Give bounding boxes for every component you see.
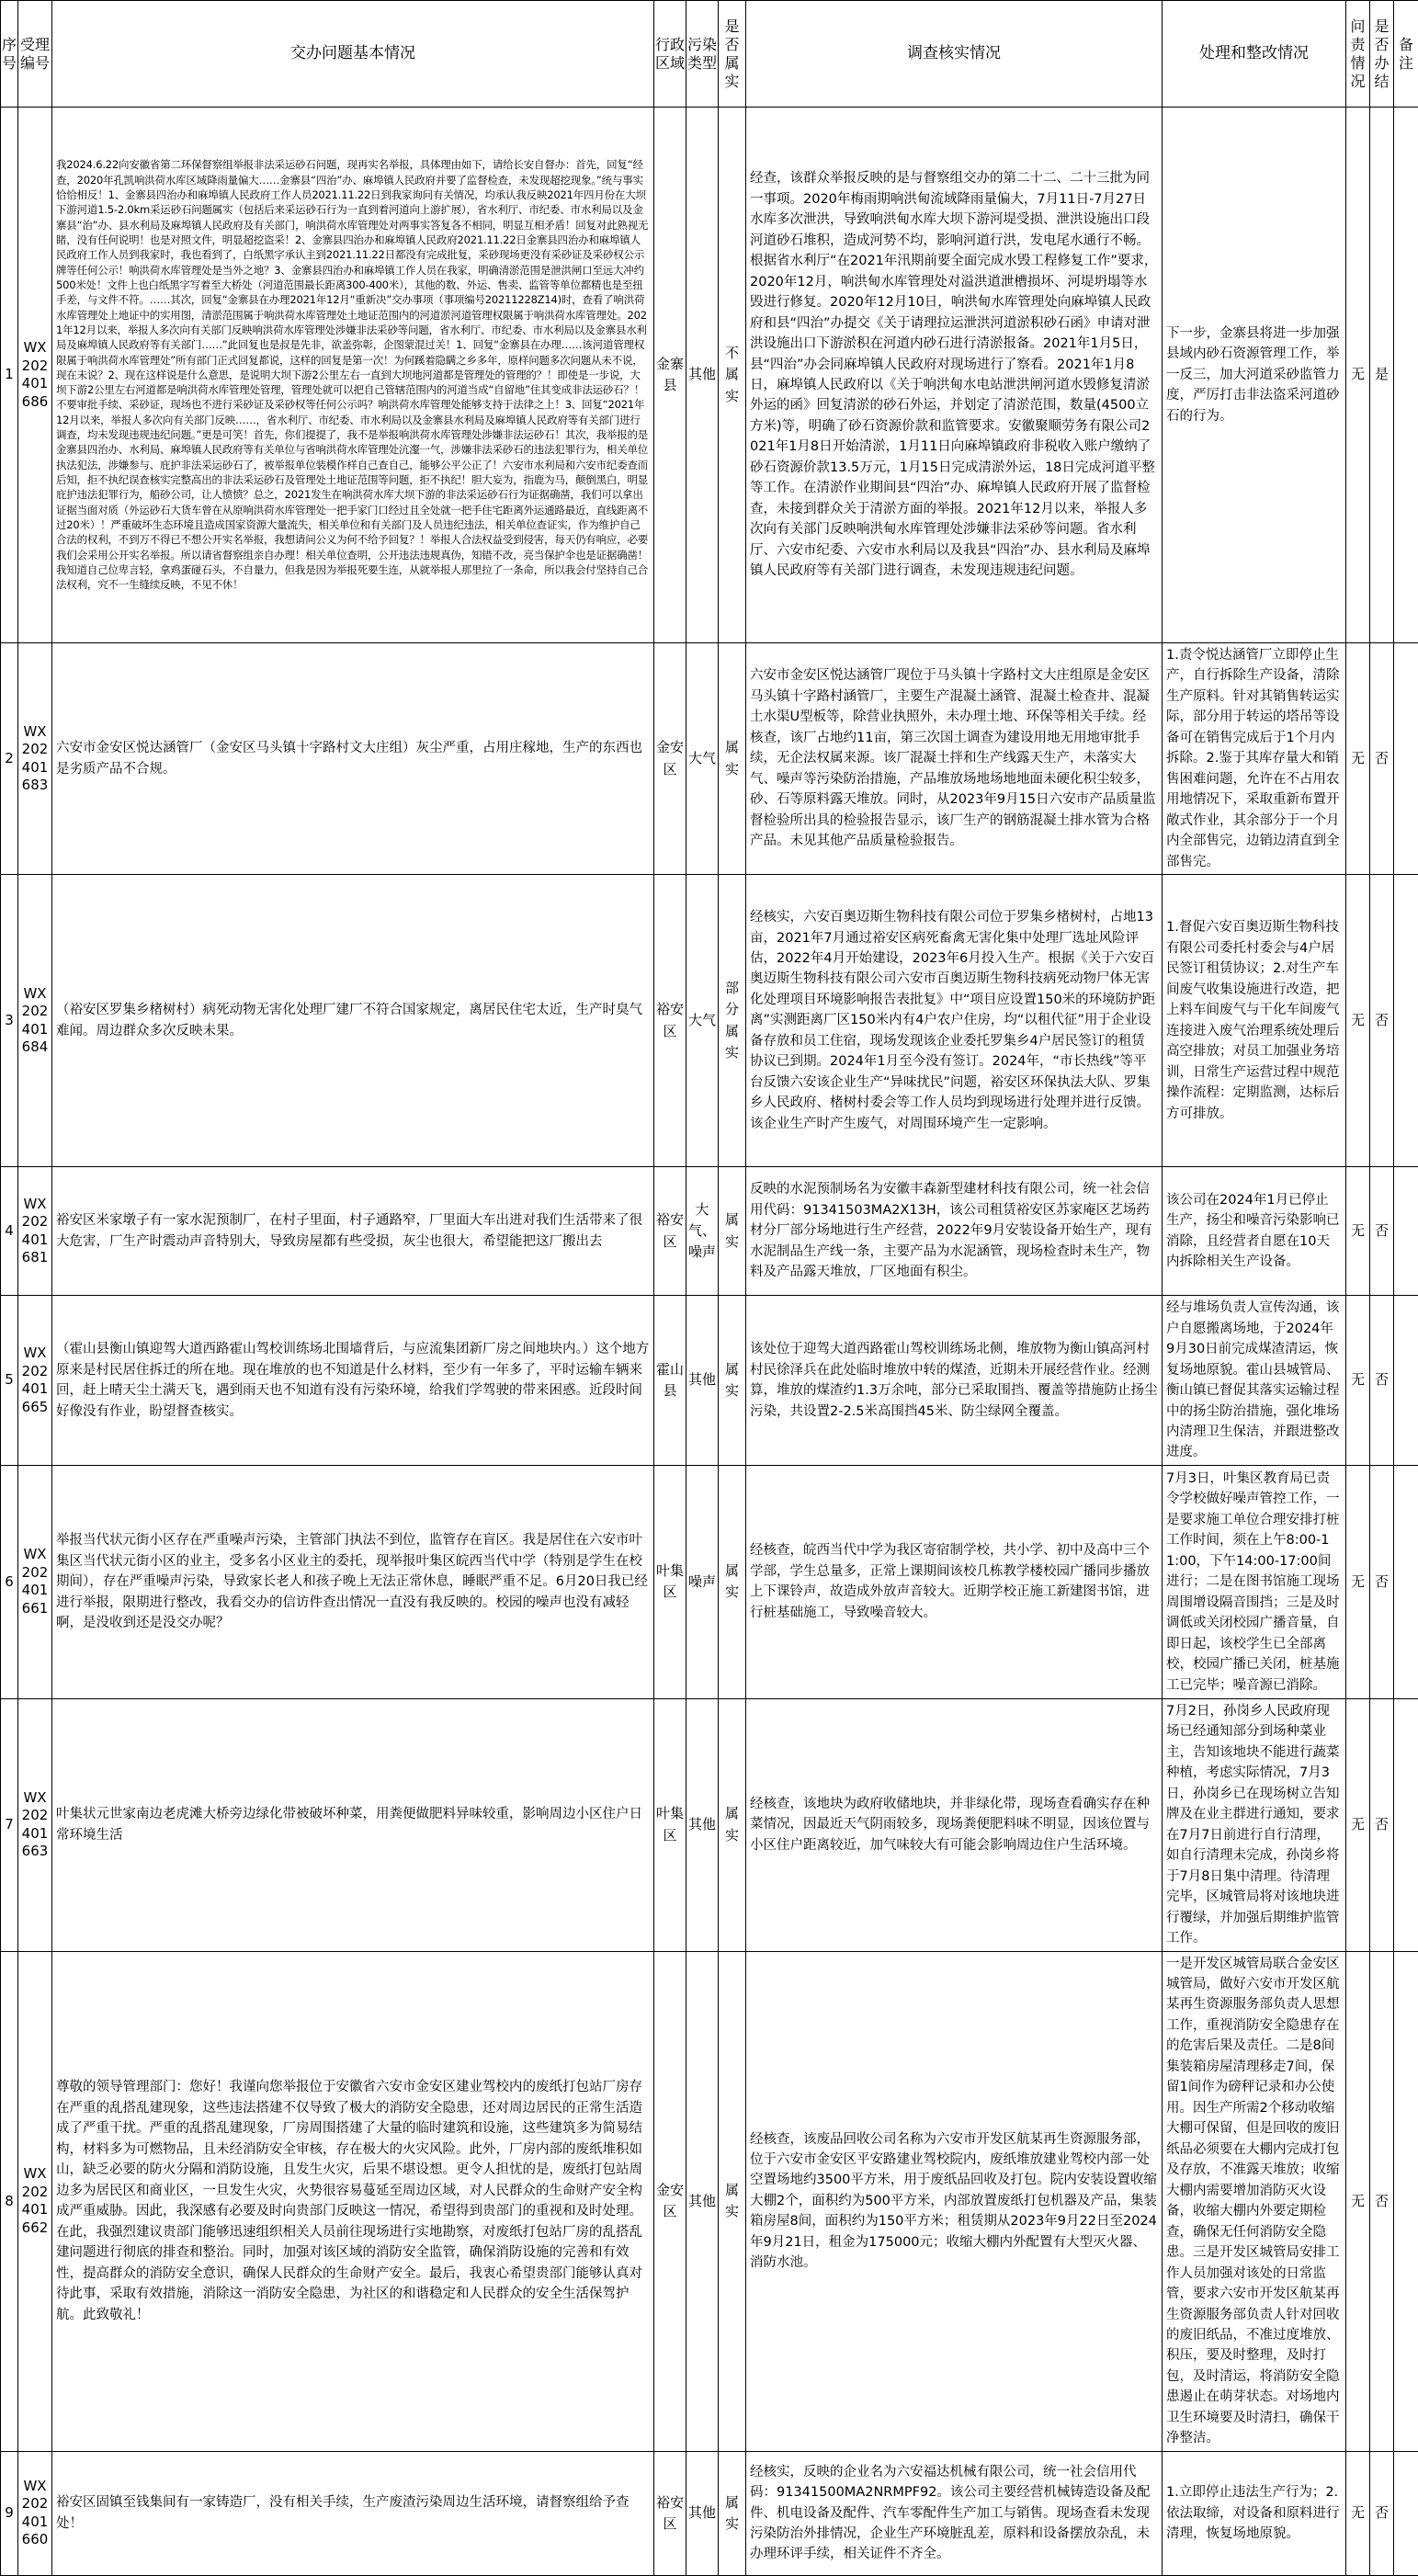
investigation-cell: 经核查，皖西当代中学为我区寄宿制学校，共小学、初中及高中三个学部，学生总量多，正常上课期间该校几栋教学楼校园广播同步播放上下课铃声，故造成外放声音较大。近期学校正施工新建图书馆，进行桩基础施工，导致噪音较大。: [746, 1465, 1163, 1698]
code-cell: WX202401663: [18, 1698, 52, 1951]
handling-cell: 1.立即停止违法生产行为；2.依法取缔，对设备和原料进行清理，恢复场地原貌。: [1163, 2451, 1346, 2575]
problem-cell: 举报当代状元街小区存在严重噪声污染，主管部门执法不到位，监管存在盲区。我是居住在六安市叶集区当代状元街小区的业主，受多名小区业主的委托，现举报叶集区皖西当代中学（特别是学生在校期间），存在严重噪声污染，导致家长老人和孩子晚上无法正常休息，睡眠严重不足。6月20日我已经进行举报，限期进行整改，我看交办的信访件查出情况一直没有我反映的。校园的噪声也没有减轻啊，是没收到还是没交办呢？: [52, 1465, 654, 1698]
district-cell: 金安区: [654, 1951, 686, 2451]
true-cell: 属实: [719, 1951, 746, 2451]
true-cell: 属实: [719, 1167, 746, 1296]
table-row: [1, 875, 1418, 1167]
handling-cell: 经与堆场负责人宣传沟通，该户自愿搬离场地，于2024年9月30日前完成煤渣清运，恢复场地原貌。霍山县城管局、衡山镇已督促其落实运输过程中的扬尘防治措施，强化堆场内清理卫生保洁，并跟进整改进度。: [1163, 1296, 1346, 1466]
header-handling: 处理和整改情况: [1163, 1, 1346, 108]
investigation-cell: 经查，该群众举报反映的是与督察组交办的第二十二、二十三批为同一事项。2020年梅雨期响洪甸流域降雨量偏大，7月11日-7月27日水库多次泄洪，导致响洪甸水库大坝下游河堤受损、泄洪设施出口段河道砂石堆积，造成河势不均，影响河道行洪，发电尾水通行不畅。根据省水利厅“在2021年汛期前要全面完成水毁工程修复工作”要求，2020年12月，响洪甸水库管理处对溢洪道泄槽损坏、河堤坍塌等水毁进行修复。2020年12月10日，响洪甸水库管理处向麻埠镇人民政府和县“四治”办提交《关于请理拉运泄洪河道淤积砂石函》申请对泄洪设施出口下游淤积在河道内砂石进行清淤报备。2021年1月5日，县“四治”办会同麻埠镇人民政府对现场进行了察看。2021年1月8日，麻埠镇人民政府以《关于响洪甸水电站泄洪闸河道水毁修复清淤外运的函》回复清淤的砂石外运，并划定了清淤范围，数量(4500立方米)等，明确了砂石资源价款和监管要求。安徽聚顺劳务有限公司2021年1月8日开始清淤，1月11日向麻埠镇政府非税收入账户缴纳了砂石资源价款13.5万元，1月15日完成清淤外运，18日完成河道平整等工作。在清淤作业期间县“四治”办、麻埠镇人民政府开展了监督检查，未接到群众关于清淤方面的举报。2021年12月以来，举报人多次向有关部门反映响洪甸水库管理处涉嫌非法采砂等问题。省水利厅、六安市纪委、六安市水利局以及我县“四治”办、县水利局及麻埠镇人民政府等有关部门进行调查，未发现违规违纪问题。: [746, 108, 1163, 643]
code-cell: WX202401681: [18, 1167, 52, 1296]
seq-cell: 6: [1, 1465, 18, 1698]
header-closed: 是否办结: [1370, 1, 1394, 108]
investigation-cell: 反映的水泥预制场名为安徽丰森新型建材科技有限公司，统一社会信用代码：91341503MA2X13H，该公司租赁裕安区苏家庵区艺场药材分厂部分场地进行生产经营，2022年9月安装设备开始生产，现有水泥制品生产线一条，主要产品为水泥涵管，现场检查时未生产，物料及产品露天堆放，厂区地面有积尘。: [746, 1167, 1163, 1296]
table-row: [1, 2451, 1418, 2575]
code-cell: WX202401683: [18, 643, 52, 875]
accountability-cell: 无: [1346, 1951, 1370, 2451]
table-row: [1, 1167, 1418, 1296]
handling-cell: 7月3日，叶集区教育局已责令学校做好噪声管控工作，一是要求施工单位合理安排打桩工作时间，须在上午8:00-11:00，下午14:00-17:00间进行；二是在图书馆施工现场周围增设隔音围挡；三是及时调低或关闭校园广播音量，自即日起，该校学生已全部离校，校园广播已关闭，桩基施工已完毕；噪音源已消除。: [1163, 1465, 1346, 1698]
handling-cell: 1.督促六安百奥迈斯生物科技有限公司委托村委会与4户居民签订租赁协议；2.对生产车间废气收集设施进行改造，把上料车间废气与干化车间废气连接进入废气治理系统处理后高空排放；对员工加强业务培训，日常生产运营过程中规范操作流程：定期监测，达标后方可排放。: [1163, 875, 1346, 1167]
true-cell: 属实: [719, 643, 746, 875]
investigation-cell: 经核查，该废品回收公司名称为六安市开发区航某再生资源服务部，位于六安市金安区平安路建业驾校院内，废纸堆放建业驾校内部一处空置场地约3500平方米，用于废纸品回收及打包。院内安装设置收缩大棚2个，面积约为500平方米，内部放置废纸打包机器及产品，集装箱房屋8间，面积约为150平方米；租赁期从2023年9月22日至2024年9月21日，租金为175000元；收缩大棚内外配置有大型灭火器、消防水池。: [746, 1951, 1163, 2451]
accountability-cell: 无: [1346, 2451, 1370, 2575]
seq-cell: 9: [1, 2451, 18, 2575]
type-cell: 其他: [686, 108, 719, 643]
seq-cell: 4: [1, 1167, 18, 1296]
remark-cell: [1394, 1465, 1418, 1698]
investigation-cell: 六安市金安区悦达涵管厂现位于马头镇十字路村文大庄组原是金安区马头镇十字路村涵管厂，主要生产混凝土涵管、混凝土检查井、混凝土水渠U型板等，除营业执照外，未办理土地、环保等相关手续。经核查，该厂占地约11亩，第三次国土调查为建设用地无用地审批手续，无企法权属来源。该厂混凝土拌和生产线露天生产，未落实大气、噪声等污染防治措施，产品堆放场地场地地面未硬化积尘较多，砂、石等原料露天堆放。同时，从2023年9月15日六安市产品质量监督检验所出具的检验报告显示，该厂生产的钢筋混凝土排水管为合格产品。未见其他产品质量检验报告。: [746, 643, 1163, 875]
table-row: [1, 1296, 1418, 1466]
remark-cell: [1394, 1167, 1418, 1296]
handling-cell: 1.责令悦达涵管厂立即停止生产，自行拆除生产设备，清除生产原料。针对其销售转运实际，部分用于转运的塔吊等设备可在销售完成后于1个月内拆除。2.鉴于其库存量大和销售困难问题，允许在不占用农用地情况下，采取重新布置开敞式作业，其余部分于一个月内全部售完，边销边清直到全部售完。: [1163, 643, 1346, 875]
closed-cell: 否: [1370, 1167, 1394, 1296]
accountability-cell: 无: [1346, 1296, 1370, 1466]
header-row: [1, 1, 1418, 108]
seq-cell: 1: [1, 108, 18, 643]
closed-cell: 否: [1370, 1951, 1394, 2451]
district-cell: 裕安区: [654, 2451, 686, 2575]
accountability-cell: 无: [1346, 875, 1370, 1167]
handling-cell: 该公司在2024年1月已停止生产，扬尘和噪音污染影响已消除，且经营者自愿在10天内拆除相关生产设备。: [1163, 1167, 1346, 1296]
table-row: [1, 1698, 1418, 1951]
table-row: [1, 1465, 1418, 1698]
remark-cell: [1394, 1296, 1418, 1466]
table-row: [1, 1951, 1418, 2451]
investigation-cell: 经核实，六安百奥迈斯生物科技有限公司位于罗集乡楮树村，占地13亩，2021年7月通过裕安区病死畜禽无害化集中处理厂选址风险评估，2022年4月开始建设，2023年6月投入生产。根据《关于六安百奥迈斯生物科技有限公司六安市百奥迈斯生物科技病死动物尸体无害化处理项目环境影响报告表批复》中“项目应设置150米的环境防护距离”实测距离厂区150米内有4户农户住房，均“以租代征”用于企业设备存放和员工住宿，现场发现该企业委托罗集乡4户居民签订的租赁协议已到期。2024年1月至今没有签订。2024年，“市长热线”等平台反馈六安该企业生产“异味扰民”问题，裕安区环保执法大队、罗集乡人民政府、楮树村委会等工作人员均到现场进行处理并进行反馈。该企业生产时产生废气，对周围环境产生一定影响。: [746, 875, 1163, 1167]
table-row: [1, 643, 1418, 875]
seq-cell: 3: [1, 875, 18, 1167]
handling-cell: 下一步，金寨县将进一步加强县域内砂石资源管理工作，举一反三，加大河道采砂监管力度，严厉打击非法盗采河道砂石的行为。: [1163, 108, 1346, 643]
closed-cell: 否: [1370, 2451, 1394, 2575]
header-accountability: 问责情况: [1346, 1, 1370, 108]
problem-cell: 尊敬的领导管理部门：您好！我谨向您举报位于安徽省六安市金安区建业驾校内的废纸打包站厂房存在严重的乱搭乱建现象，这些违法搭建不仅导致了极大的消防安全隐患，还对周边居民的正常生活造成了严重干扰。严重的乱搭乱建现象，厂房周围搭建了大量的临时建筑和设施，这些建筑多为简易结构，材料多为可燃物品，且未经消防安全审核，存在极大的火灾风险。此外，厂房内部的废纸堆积如山，缺乏必要的防火分隔和消防设施，且发生火灾，后果不堪设想。更令人担忧的是，废纸打包站周边多为居民区和商业区，一旦发生火灾，火势很容易蔓延至周边区域，对人民群众的生命财产安全构成严重威胁。因此，我深感有必要及时向贵部门反映这一情况，希望得到贵部门的重视和及时处理。在此，我强烈建议贵部门能够迅速组织相关人员前往现场进行实地勘察，对废纸打包站厂房的乱搭乱建问题进行彻底的排查和整治。同时，加强对该区域的消防安全监管，确保消防设施的完善和有效性，提高群众的消防安全意识，确保人民群众的生命财产安全。最后，我衷心希望贵部门能够认真对待此事，采取有效措施，消除这一消防安全隐患，为社区的和谐稳定和人民群众的安全生活保驾护航。此致敬礼！: [52, 1951, 654, 2451]
remark-cell: [1394, 1951, 1418, 2451]
true-cell: 属实: [719, 1465, 746, 1698]
code-cell: WX202401684: [18, 875, 52, 1167]
header-remark: 备注: [1394, 1, 1418, 108]
type-cell: 其他: [686, 2451, 719, 2575]
true-cell: 不属实: [719, 108, 746, 643]
accountability-cell: 无: [1346, 1167, 1370, 1296]
district-cell: 金安区: [654, 643, 686, 875]
closed-cell: 否: [1370, 1698, 1394, 1951]
remark-cell: [1394, 108, 1418, 643]
remark-cell: [1394, 875, 1418, 1167]
investigation-cell: 经核实，反映的企业名为六安福达机械有限公司，统一社会信用代码：91341500MA2NRMPF92。该公司主要经营机械铸造设备及配件、机电设备及配件、汽车零配件生产加工与销售。现场查看未发现污染防治外排情况，企业生产环境脏乱差，原料和设备摆放杂乱，未办理环评手续，相关证件不齐全。: [746, 2451, 1163, 2575]
district-cell: 霍山县: [654, 1296, 686, 1466]
true-cell: 属实: [719, 1698, 746, 1951]
remark-cell: [1394, 643, 1418, 875]
problem-cell: 裕安区米家墩子有一家水泥预制厂，在村子里面，村子通路窄，厂里面大车出进对我们生活带来了很大危害，厂生产时震动声音特别大，导致房屋都有些受损，灰尘也很大，希望能把这厂搬出去: [52, 1167, 654, 1296]
closed-cell: 否: [1370, 643, 1394, 875]
header-true: 是否属实: [719, 1, 746, 108]
district-cell: 裕安区: [654, 1167, 686, 1296]
type-cell: 大气: [686, 643, 719, 875]
accountability-cell: 无: [1346, 1698, 1370, 1951]
code-cell: WX202401665: [18, 1296, 52, 1466]
problem-cell: 我2024.6.22向安徽省第二环保督察组举报非法采运砂石问题，现再实名举报，具体理由如下，请给长安自督办：首先，回复“经查，2020年孔凯响洪荷水库区域降雨量偏大……金寨县“四治”办、麻埠镇人民政府并要了监督检查，未发现超挖现象。”统与事实恰恰相反！1、金寨县四治办和麻埠镇人民政府工作人员2021.11.22日到我家询问有关情况，均承认我反映2021年四月份在大坝下游河道1.5-2.0km采运砂石问题属实（包括后来采运砂石行为一直到着河道向上游扩展），省水利厅、市纪委、市水利局以及金寨县“治”办、县水利局及麻埠镇人民政府及有关部门，响洪荷水库管理处对两事实答复各不相同，明显互相矛盾！回复对此熟视无睹，没有任何说明！也是对照文件，明显超挖盗采！2、金寨县四治办和麻埠镇人民政府2021.11.22日金寨县四治办和麻埠镇人民政府工作人员到我家时，我也看到了，白纸黑字承认主到2021.11.22日都没有完成批复，采砂现场更没有采砂证及采砂权公示牌等任何公示！响洪荷水库管理处是当外之地？3、金寨县四治办和麻埠镇工作人员在我家，明确清淤范围是泄洪闸口至远大冲约500米处！文件上也白纸黑字写着至大桥处（河道范围最长距离300-400米），其他的数、外运、售卖、监管等单位都精也是至扭手差，与文件不符。……其次，回复“金寨县在办理2021年12月“重新决”交办事项（事项编号20211228Z14)时，查看了响洪荷水库管理处上地证中的实用图，清淤范围属于响洪荷水库管理处土地证范围内的河道淤河道管理权限属于响洪荷水库管理处。2021年12月以来，举报人多次向有关部门反映响洪荷水库管理处涉嫌非法采砂等问题，省水利厅、市纪委、市水利局以及金寨县水利局及麻埠镇人民政府等有关部门……”此回复也是叔是先非，欲盖弥彰，企图蒙混过关！1、回复“金寨县在办理……该河道管理权限属于响洪荷水库管理处”所有部门正式回复都说，这样的回复是第一次！为何蹊着隐瞒之乡多年，原样问题多次问题从未不说，现在未说？2、现在这样说是什么意思，是说明大坝下游2公里左右一直到大坝地河道都是管理处的管理的？！即使是一步说，大坝下游2公里左右河道都是响洪荷水库管理处管理，管理处就可以把自己管辖范围内的河道当成“自留地”住其变成非法运砂石？！不要审批手续、采砂证，现场也不进行采砂证及采砂权等任何公示吗？响洪荷水库管理处能够支持于法律之上！3、回复“2021年12月以来，举报人多次向有关部门反映……，省水利厅、市纪委、市水利局以及金寨县水利局及麻埠镇人民政府等有关部门进行调查，均未发现违规违纪问题。”更是可笑！首先，你们提提了，我不是举报响洪荷水库管理处涉嫌非法运砂石！其次，我举报的是金寨县四治办、水利局、麻埠镇人民政府等有关单位与省响洪荷水库管理处沆瀣一气，涉嫌非法采砂石的违法犯罪行为，相关单位执法犯法，涉嫌参与、庇护非法采运砂石了，被举报单位装模作样自己查自己，能够公平公正了！六安市水利局和六安市纪委查而后知，拒不执纪误查核实完整高出的非法采运砂石及管理处土地证范围等问题，拒不执纪！胆大妄为，指鹿为马，颠倒黑白，明显庇护违法犯罪行为，船砂公司，让人愤愤？总之，2021发生在响洪荷水库大坝下游的非法采运砂石行为证据确凿，我们可以拿出证据当面对质（外运砂石大货车曾在从原响洪荷水库管理处一把手家门口经过且全处就一把手住宅距离外运通路最近，直线距离不过20米）！严重破坏生态环境且造成国家资源大量流失，相关单位和有关部门及人员违纪违法，相关单位查证实，作为维护自己合法的权利，不到万不得已不想公开实名举报，我想请问公义为何不给予回复？！举报人合法权益受到侵害，每天仍有响应，必要我们会采用公开实名举报。所以请省督察组亲自办理！相关单位查明，公开违法违规真伪，知错不改，亮当保护伞也是证据确凿！我知道自己位卑言轻，拿鸡蛋碰石头，不自量力，但我是因为举报死要生连，从就举报人那里拉了一条命，所以我会付坚持自己合法权利，究不一生缝续反映，不见不休！: [52, 108, 654, 643]
header-code: 受理编号: [18, 1, 52, 108]
seq-cell: 7: [1, 1698, 18, 1951]
accountability-cell: 无: [1346, 108, 1370, 643]
problem-cell: （霍山县衡山镇迎驾大道西路霍山驾校训练场北围墙背后，与应流集团新厂房之间地块内。）这个地方原来是村民居住拆迁的所在地。现在堆放的也不知道是什么材料，至少有一年多了，平时运输车辆来回，赶上晴天尘土满天飞，遇到雨天也不知道有没有污染环境，给我们学驾驶的带来困惑。近段时间好像没有作业，盼望督查核实。: [52, 1296, 654, 1466]
district-cell: 金寨县: [654, 108, 686, 643]
header-district: 行政区域: [654, 1, 686, 108]
handling-cell: 7月2日，孙岗乡人民政府现场已经通知部分到场种菜业主，告知该地块不能进行蔬菜种植，考虑实际情况，7月3日，孙岗乡已在现场树立告知牌及在业主群进行通知，要求在7月7日前进行自行清理，如自行清理未完成，孙岗乡将于7月8日集中清理。待清理完毕，区城管局将对该地块进行覆绿，并加强后期维护监管工作。: [1163, 1698, 1346, 1951]
problem-cell: 裕安区固镇至钱集间有一家铸造厂，没有相关手续，生产废渣污染周边生活环境，请督察组给予查处！: [52, 2451, 654, 2575]
closed-cell: 是: [1370, 108, 1394, 643]
table-row: [1, 108, 1418, 643]
type-cell: 大气: [686, 875, 719, 1167]
true-cell: 属实: [719, 2451, 746, 2575]
seq-cell: 5: [1, 1296, 18, 1466]
accountability-cell: 无: [1346, 643, 1370, 875]
code-cell: WX202401686: [18, 108, 52, 643]
remark-cell: [1394, 1698, 1418, 1951]
closed-cell: 否: [1370, 1465, 1394, 1698]
problem-cell: （裕安区罗集乡楮树村）病死动物无害化处理厂建厂不符合国家规定，离居民住宅太近，生产时臭气难闻。周边群众多次反映未果。: [52, 875, 654, 1167]
seq-cell: 8: [1, 1951, 18, 2451]
investigation-cell: 经核查，该地块为政府收储地块，并非绿化带，现场查看确实存在种菜情况，因最近天气阴雨较多，现场粪便肥料味不明显，因该位置与小区住户距离较近，加气味较大有可能会影响周边住户生活环境。: [746, 1698, 1163, 1951]
type-cell: 其他: [686, 1698, 719, 1951]
type-cell: 大气、噪声: [686, 1167, 719, 1296]
header-problem: 交办问题基本情况: [52, 1, 654, 108]
header-seq: 序号: [1, 1, 18, 108]
district-cell: 叶集区: [654, 1465, 686, 1698]
type-cell: 噪声: [686, 1465, 719, 1698]
true-cell: 部分属实: [719, 875, 746, 1167]
district-cell: 叶集区: [654, 1698, 686, 1951]
type-cell: 其他: [686, 1296, 719, 1466]
true-cell: 属实: [719, 1296, 746, 1466]
header-investigation: 调查核实情况: [746, 1, 1163, 108]
problem-cell: 叶集状元世家南边老虎滩大桥旁边绿化带被破坏种菜，用粪便做肥料异味较重，影响周边小区住户日常环境生活: [52, 1698, 654, 1951]
accountability-cell: 无: [1346, 1465, 1370, 1698]
district-cell: 裕安区: [654, 875, 686, 1167]
closed-cell: 否: [1370, 875, 1394, 1167]
remark-cell: [1394, 2451, 1418, 2575]
investigation-cell: 该处位于迎驾大道西路霍山驾校训练场北侧，堆放物为衡山镇高河村村民徐泽兵在此处临时堆放中转的煤渣，近期未开展经营作业。经测算，堆放的煤渣约1.3万余吨，部分已采取围挡、覆盖等措施防止扬尘污染，共设置2-2.5米高围挡45米、防尘绿网全覆盖。: [746, 1296, 1163, 1466]
code-cell: WX202401662: [18, 1951, 52, 2451]
code-cell: WX202401661: [18, 1465, 52, 1698]
header-type: 污染类型: [686, 1, 719, 108]
type-cell: 其他: [686, 1951, 719, 2451]
seq-cell: 2: [1, 643, 18, 875]
handling-cell: 一是开发区城管局联合金安区城管局，做好六安市开发区航某再生资源服务部负责人思想工作，重视消防安全隐患存在的危害后果及责任。二是8间集装箱房屋清理移走7间，保留1间作为磅秤记录和办公使用。因生产所需2个移动收缩大棚可保留，但是回收的废旧纸品必须要在大棚内完成打包及存放，不准露天堆放；收缩大棚内需要增加消防灭火设备，收缩大棚内外要定期检查，确保无任何消防安全隐患。三是开发区城管局安排工作人员加强对该处的日常监管，要求六安市开发区航某再生资源服务部负责人针对回收的废旧纸品，不准过度堆放、积压，要及时整理，及时打包，及时清运，将消防安全隐患遏止在萌芽状态。对场地内卫生环境要及时清扫，确保干净整洁。: [1163, 1951, 1346, 2451]
code-cell: WX202401660: [18, 2451, 52, 2575]
problem-cell: 六安市金安区悦达涵管厂（金安区马头镇十字路村文大庄组）灰尘严重，占用庄稼地，生产的东西也是劣质产品不合规。: [52, 643, 654, 875]
closed-cell: 否: [1370, 1296, 1394, 1466]
